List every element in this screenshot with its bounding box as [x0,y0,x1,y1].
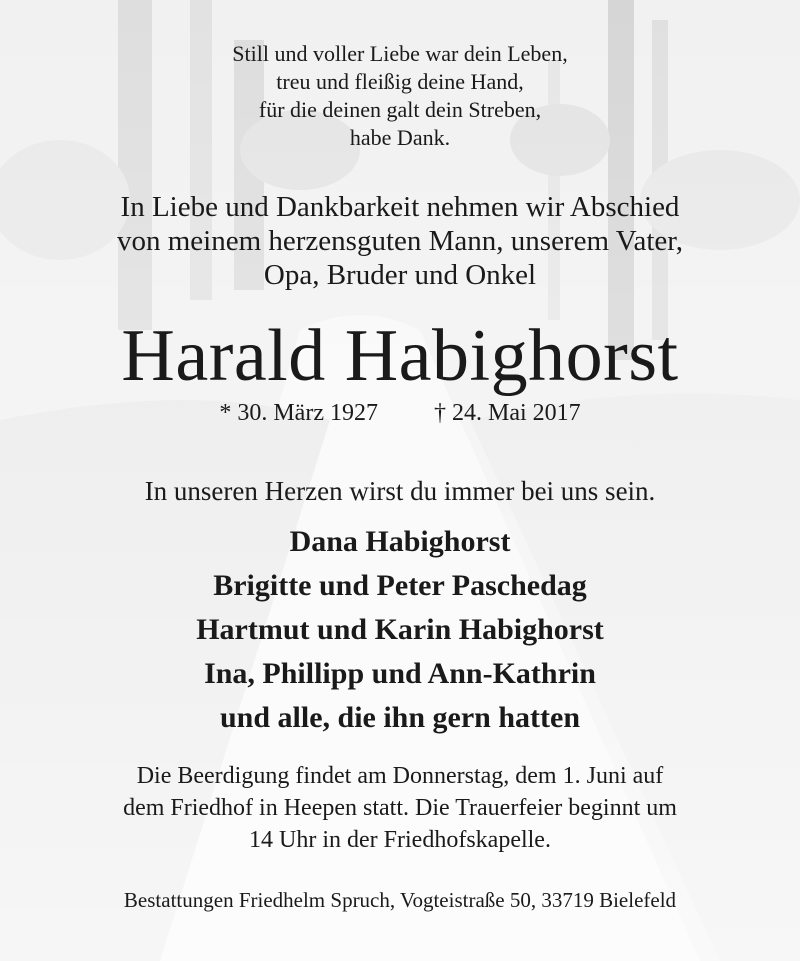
verse-line: für die deinen galt dein Streben, [258,97,542,122]
mourner-line: Brigitte und Peter Paschedag [213,569,587,602]
funeral-line: Die Beerdigung findet am Donnerstag, dem 1. Juni auf [136,763,664,789]
farewell-intro [0,190,800,292]
verse-line: treu und fleißig deine Hand, [276,69,524,94]
mourner-line: und alle, die ihn gern hatten [219,701,581,734]
life-dates [0,398,800,428]
intro-line: In Liebe und Dankbarkeit nehmen wir Abschied [120,191,680,223]
funeral-details [0,760,800,856]
death-date: † 24. Mai 2017 [433,400,581,426]
funeral-line: dem Friedhof in Heepen statt. Die Trauerfeier beginnt um [123,795,677,821]
deceased-name: Harald Habighorst [121,315,679,397]
mourners-list [0,520,800,740]
mourner-line: Hartmut und Karin Habighorst [196,613,604,646]
memorial-verse [0,40,800,152]
verse-line: Still und voller Liebe war dein Leben, [232,41,568,66]
mourner-line: Dana Habighorst [289,525,511,558]
mourner-line: Ina, Phillipp und Ann-Kathrin [204,657,596,690]
intro-line: Opa, Bruder und Onkel [263,259,537,291]
undertaker-address: Bestattungen Friedhelm Spruch, Vogteistraße 50, 33719 Bielefeld [123,888,677,912]
verse-line: habe Dank. [349,125,451,150]
memorial-motto: In unseren Herzen wirst du immer bei uns sein. [144,476,656,506]
intro-line: von meinem herzensguten Mann, unserem Vater, [116,225,684,257]
funeral-line: 14 Uhr in der Friedhofskapelle. [249,827,551,853]
birth-date: * 30. März 1927 [219,400,378,426]
